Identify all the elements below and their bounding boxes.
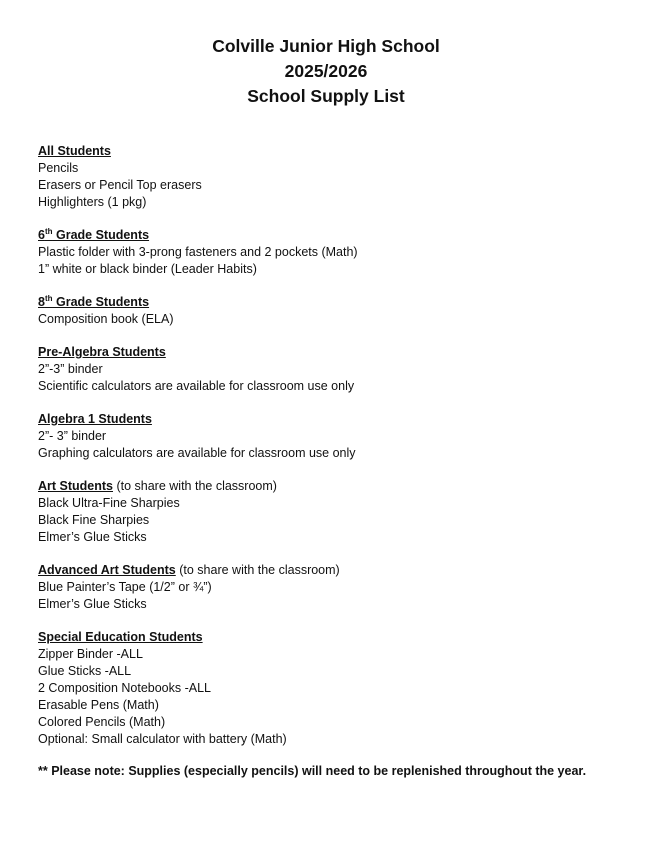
section-heading: Algebra 1 Students [38,412,152,426]
list-item: Colored Pencils (Math) [38,715,166,729]
list-item: Composition book (ELA) [38,312,174,326]
list-item: Highlighters (1 pkg) [38,195,147,209]
list-item: 1” white or black binder (Leader Habits) [38,262,257,276]
section-heading: Advanced Art Students [38,563,176,577]
heading-superscript: th [44,226,53,236]
heading-number: 8 [38,295,45,309]
list-item: 2”-3” binder [38,362,103,376]
heading-text: Grade Students [52,295,150,309]
supply-list [38,143,628,780]
section-heading [38,227,628,244]
section-note: (to share with the classroom) [113,479,277,493]
list-item: 2 Composition Notebooks -ALL [38,681,212,695]
list-item: Black Fine Sharpies [38,513,150,527]
list-item: Optional: Small calculator with battery (Math) [38,732,287,746]
section-heading [38,294,628,311]
list-item: Elmer’s Glue Sticks [38,597,147,611]
section-special-education [38,629,628,748]
list-item: Plastic folder with 3-prong fasteners and 2 pockets (Math) [38,245,358,259]
list-title: School Supply List [247,86,405,106]
section-heading: All Students [38,144,111,158]
section-note: (to share with the classroom) [175,563,340,577]
section-heading: Special Education Students [38,630,203,644]
list-item: Elmer’s Glue Sticks [38,530,147,544]
school-year: 2025/2026 [284,61,368,81]
list-item: Scientific calculators are available for classroom use only [38,379,355,393]
section-heading: Art Students [38,479,113,493]
list-item: Black Ultra-Fine Sharpies [38,496,180,510]
section-heading-row [38,562,628,579]
list-item: Graphing calculators are available for classroom use only [38,446,356,460]
document-title [0,34,652,109]
section-algebra-1 [38,411,628,462]
heading-text: Grade Students [52,228,150,242]
list-item: Pencils [38,161,79,175]
section-art [38,478,628,546]
section-advanced-art [38,562,628,613]
list-item: Zipper Binder -ALL [38,647,143,661]
heading-number: 6 [38,228,45,242]
section-pre-algebra [38,344,628,395]
list-item: Glue Sticks -ALL [38,664,132,678]
list-item: 2”- 3” binder [38,429,107,443]
section-all-students [38,143,628,211]
heading-superscript: th [44,293,53,303]
list-item: Erasers or Pencil Top erasers [38,178,202,192]
replenish-note: ** Please note: Supplies (especially pencils) will need to be replenished throughout the year. [38,764,587,778]
school-name: Colville Junior High School [212,36,440,56]
list-item: Erasable Pens (Math) [38,698,159,712]
section-heading-row [38,478,628,495]
section-8th-grade [38,294,628,328]
section-heading: Pre-Algebra Students [38,345,166,359]
list-item: Blue Painter’s Tape (1/2” or ¾”) [38,580,212,594]
section-6th-grade [38,227,628,278]
